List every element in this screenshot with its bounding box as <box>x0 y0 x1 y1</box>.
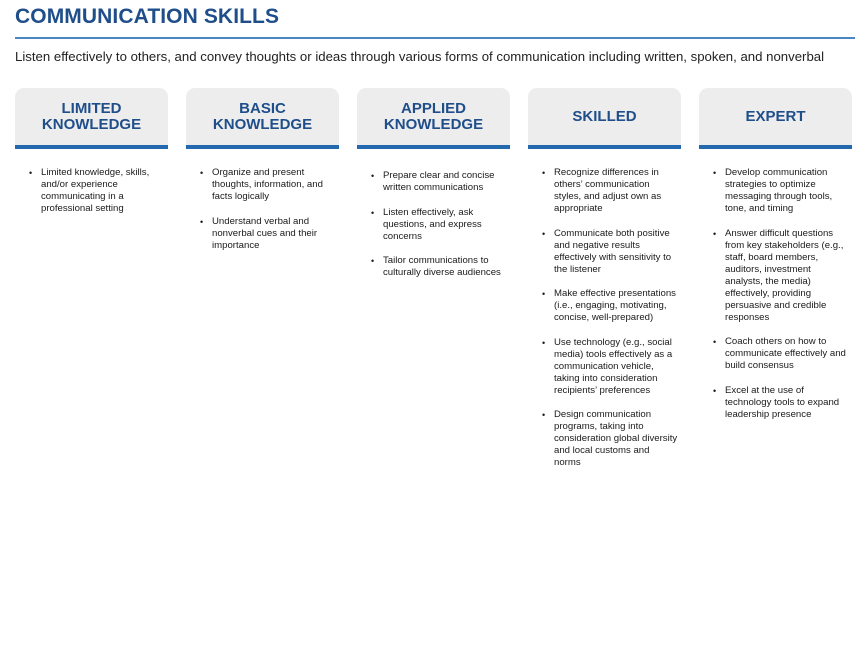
level-column-expert <box>699 88 852 433</box>
list-item: • Limited knowledge, skills, and/or experience communicating in a professional setting <box>29 167 165 215</box>
list-item: • Tailor communications to culturally diverse audiences <box>371 255 507 279</box>
list-item: • Organize and present thoughts, information, and facts logically <box>200 167 336 203</box>
level-title: BASIC KNOWLEDGE <box>212 99 313 133</box>
bullet-list <box>528 167 681 469</box>
level-column-basic-knowledge <box>186 88 339 264</box>
list-item: • Coach others on how to communicate effectively and build consensus <box>713 336 849 372</box>
title-divider <box>15 37 855 39</box>
proficiency-levels <box>15 88 855 508</box>
level-title: SKILLED <box>572 107 637 125</box>
level-header <box>357 88 510 149</box>
list-item: • Excel at the use of technology tools to expand leadership presence <box>713 385 849 421</box>
level-column-applied-knowledge <box>357 88 510 292</box>
list-item: • Use technology (e.g., social media) tools effectively as a communication vehicle, taking into consideration recipients’ preferences <box>542 337 678 397</box>
bullet-list <box>15 167 168 215</box>
level-header <box>15 88 168 149</box>
level-header <box>699 88 852 149</box>
bullet-list <box>699 167 852 421</box>
list-item: • Make effective presentations (i.e., engaging, motivating, concise, well-prepared) <box>542 288 678 324</box>
level-title: LIMITED KNOWLEDGE <box>41 99 142 133</box>
level-title: EXPERT <box>745 107 806 125</box>
level-title: APPLIED KNOWLEDGE <box>383 99 484 133</box>
page-subtitle: Listen effectively to others, and convey thoughts or ideas through various forms of communication including written, spoken, and nonverbal <box>15 49 825 64</box>
level-column-limited-knowledge <box>15 88 168 228</box>
bullet-list <box>357 170 510 279</box>
bullet-list <box>186 167 339 252</box>
level-header <box>186 88 339 149</box>
list-item: • Design communication programs, taking into consideration global diversity and local customs and norms <box>542 409 678 469</box>
level-column-skilled <box>528 88 681 482</box>
list-item: • Develop communication strategies to optimize messaging through tools, tone, and timing <box>713 167 849 215</box>
list-item: • Prepare clear and concise written communications <box>371 170 507 194</box>
list-item: • Listen effectively, ask questions, and express concerns <box>371 207 507 243</box>
list-item: • Communicate both positive and negative results effectively with sensitivity to the listener <box>542 228 678 276</box>
list-item: • Recognize differences in others’ communication styles, and adjust own as appropriate <box>542 167 678 215</box>
level-header <box>528 88 681 149</box>
list-item: • Answer difficult questions from key stakeholders (e.g., staff, board members, auditors, investment analysts, the media) effectively, providing persuasive and credible responses <box>713 228 849 324</box>
page-title: COMMUNICATION SKILLS <box>15 5 280 28</box>
list-item: • Understand verbal and nonverbal cues and their importance <box>200 216 336 252</box>
